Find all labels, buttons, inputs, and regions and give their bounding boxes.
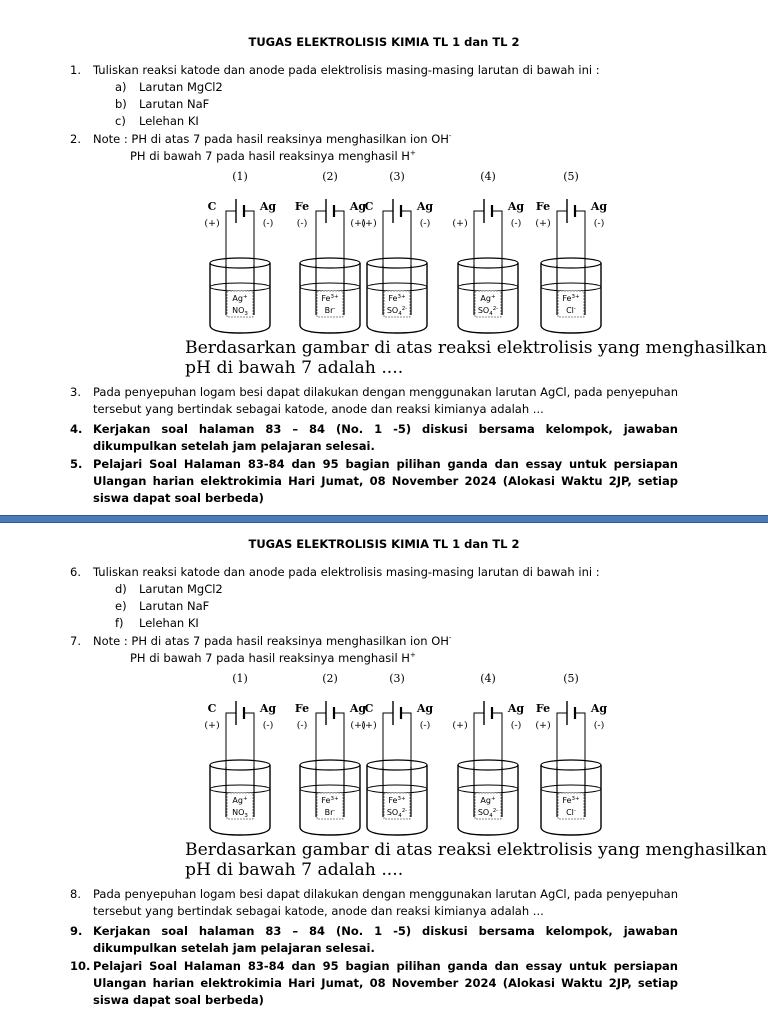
sub-letter: f) xyxy=(115,616,124,630)
sub-text: Larutan MgCl2 xyxy=(139,582,223,596)
wire-right xyxy=(575,211,585,265)
electrode-right-label: Ag xyxy=(259,200,277,213)
electrode-left-label: Fe xyxy=(294,200,310,213)
electrode-right-label: Ag xyxy=(507,702,525,715)
wire-left xyxy=(474,713,484,767)
ion-cation: $Fe^{3+}$ xyxy=(388,294,406,303)
cell-number: (1) xyxy=(232,672,248,685)
sub-text: Larutan MgCl2 xyxy=(139,80,223,94)
wire-left xyxy=(383,713,393,767)
wire-left xyxy=(557,211,567,265)
electrode-right-sign: (-) xyxy=(419,218,431,229)
ion-cation: Ag+ xyxy=(480,294,496,303)
cell-number: (3) xyxy=(389,170,405,183)
solution-surface xyxy=(541,785,601,793)
electrode-right-label: Ag xyxy=(416,702,434,715)
ion-anion: $SO_4^{2-}$ xyxy=(386,808,408,819)
question-number: 7. xyxy=(70,634,81,648)
question-number: 1. xyxy=(70,63,81,77)
question-number: 10. xyxy=(70,959,91,973)
electrode-right-sign: (+) xyxy=(350,720,366,731)
ion-cation: $Fe^{3+}$ xyxy=(321,796,339,805)
electrode-right-sign: (-) xyxy=(510,720,522,731)
electrode-left-label: Fe xyxy=(535,702,551,715)
wire-right xyxy=(401,713,411,767)
electrode-left-sign: (+) xyxy=(535,218,551,229)
wire-right xyxy=(492,211,502,265)
electrode-left-label: Fe xyxy=(535,200,551,213)
electrolysis-cell xyxy=(204,672,276,835)
sub-text: Larutan NaF xyxy=(139,97,210,111)
electrode-left-sign: (+) xyxy=(204,218,220,229)
beaker-rim xyxy=(300,760,360,770)
electrode-left-sign: (+) xyxy=(361,218,377,229)
electrolysis-cell xyxy=(295,170,367,333)
beaker-rim xyxy=(367,258,427,268)
electrolysis-cell xyxy=(535,672,607,835)
wire-right xyxy=(244,211,254,265)
electrode-left-label: C xyxy=(364,200,374,213)
ion-cation: $Fe^{3+}$ xyxy=(321,294,339,303)
electrolysis-cell xyxy=(361,170,433,333)
solution-surface xyxy=(210,283,270,291)
solution-surface xyxy=(458,785,518,793)
electrolysis-cell xyxy=(452,672,524,835)
ion-anion: $SO_4^{2-}$ xyxy=(477,808,499,819)
question-text: Tuliskan reaksi katode dan anode pada elektrolisis masing-masing larutan di bawah ini : xyxy=(93,565,600,579)
cell-number: (2) xyxy=(322,672,338,685)
sub-item xyxy=(115,615,199,632)
electrode-right-label: Ag xyxy=(349,702,367,715)
electrolysis-cell xyxy=(295,672,367,835)
solution-surface xyxy=(541,283,601,291)
ion-anion: $SO_4^{2-}$ xyxy=(386,306,408,317)
beaker-rim xyxy=(458,760,518,770)
beaker-rim xyxy=(541,258,601,268)
question-note-line2: PH di bawah 7 pada hasil reaksinya menghasil H+ xyxy=(130,149,416,163)
assignment-section-2 xyxy=(0,502,768,1012)
ion-anion: Cl- xyxy=(566,306,576,315)
figure-caption-line2: pH di bawah 7 adalah .... xyxy=(185,860,404,880)
question-number: 3. xyxy=(70,385,81,399)
question-text: Pelajari Soal Halaman 83-84 dan 95 bagian pilihan ganda dan essay untuk persiapan Ulangan harian elektrokimia Hari Jumat, 08 November 2024 (Alokasi Waktu 2JP, setiap siswa dapat soal berbeda) xyxy=(93,457,678,505)
beaker-rim xyxy=(300,258,360,268)
assignment-title: TUGAS ELEKTROLISIS KIMIA TL 1 dan TL 2 xyxy=(248,537,520,551)
electrode-left-sign: (-) xyxy=(296,218,308,229)
wire-left xyxy=(226,211,236,265)
wire-right xyxy=(334,713,344,767)
beaker-rim xyxy=(458,258,518,268)
sub-item xyxy=(115,581,223,598)
ion-anion: $SO_4^{2-}$ xyxy=(477,306,499,317)
wire-left xyxy=(316,713,326,767)
electrode-left-sign: (+) xyxy=(204,720,220,731)
ion-anion: $NO_3$ xyxy=(232,808,248,819)
electrode-right-label: Ag xyxy=(590,200,608,213)
sub-item xyxy=(115,113,199,130)
beaker-rim xyxy=(210,258,270,268)
sub-letter: b) xyxy=(115,97,127,111)
cell-number: (4) xyxy=(480,170,496,183)
beaker-rim xyxy=(210,760,270,770)
wire-right xyxy=(334,211,344,265)
wire-right xyxy=(575,713,585,767)
solution-surface xyxy=(300,785,360,793)
electrode-left-sign: (-) xyxy=(296,720,308,731)
question-text: Kerjakan soal halaman 83 – 84 (No. 1 -5) diskusi bersama kelompok, jawaban dikumpulkan setelah jam pelajaran selesai. xyxy=(93,924,678,955)
electrode-right-sign: (-) xyxy=(262,720,274,731)
solution-surface xyxy=(300,283,360,291)
electrode-right-sign: (-) xyxy=(262,218,274,229)
electrode-left-label: C xyxy=(364,702,374,715)
assignment-section-1 xyxy=(0,0,768,510)
electrode-right-sign: (-) xyxy=(593,218,605,229)
electrode-right-label: Ag xyxy=(349,200,367,213)
question-note-line1: Note : PH di atas 7 pada hasil reaksinya menghasilkan ion OH- xyxy=(93,132,452,146)
cell-number: (4) xyxy=(480,672,496,685)
electrode-right-sign: (+) xyxy=(350,218,366,229)
electrolysis-cells-figure xyxy=(185,667,767,880)
ion-anion: Br- xyxy=(324,306,336,315)
sub-text: Lelehan KI xyxy=(139,114,199,128)
question-number: 4. xyxy=(70,422,83,436)
question-text: Pelajari Soal Halaman 83-84 dan 95 bagian pilihan ganda dan essay untuk persiapan Ulangan harian elektrokimia Hari Jumat, 08 November 2024 (Alokasi Waktu 2JP, setiap siswa dapat soal berbeda) xyxy=(93,959,678,1007)
solution-surface xyxy=(367,283,427,291)
solution-surface xyxy=(367,785,427,793)
figure-caption-line2: pH di bawah 7 adalah .... xyxy=(185,358,404,378)
cell-number: (5) xyxy=(563,170,579,183)
electrode-left-sign: (+) xyxy=(452,218,468,229)
sub-text: Lelehan KI xyxy=(139,616,199,630)
question-text: Pada penyepuhan logam besi dapat dilakukan dengan menggunakan larutan AgCl, pada penyepuhan tersebut yang bertindak sebagai katode, anode dan reaksi kimianya adalah ... xyxy=(93,887,678,918)
electrolysis-cell xyxy=(204,170,276,333)
figure-caption-line1: Berdasarkan gambar di atas reaksi elektrolisis yang menghasilkan xyxy=(185,840,767,860)
wire-left xyxy=(557,713,567,767)
electrode-right-label: Ag xyxy=(507,200,525,213)
ion-anion: Cl- xyxy=(566,808,576,817)
sub-letter: e) xyxy=(115,599,127,613)
electrode-right-sign: (-) xyxy=(419,720,431,731)
electrode-left-label: Fe xyxy=(294,702,310,715)
ion-anion: $NO_3$ xyxy=(232,306,248,317)
cell-number: (3) xyxy=(389,672,405,685)
question-note-line1: Note : PH di atas 7 pada hasil reaksinya menghasilkan ion OH- xyxy=(93,634,452,648)
ion-cation: $Fe^{3+}$ xyxy=(562,796,580,805)
question-number: 5. xyxy=(70,457,83,471)
question-number: 9. xyxy=(70,924,83,938)
ion-cation: $Fe^{3+}$ xyxy=(388,796,406,805)
ion-cation: Ag+ xyxy=(232,294,248,303)
question-number: 6. xyxy=(70,565,81,579)
question-note-line2: PH di bawah 7 pada hasil reaksinya menghasil H+ xyxy=(130,651,416,665)
ion-cation: Ag+ xyxy=(480,796,496,805)
electrolysis-cells-figure xyxy=(185,165,767,378)
cell-number: (5) xyxy=(563,672,579,685)
wire-left xyxy=(474,211,484,265)
question-text: Tuliskan reaksi katode dan anode pada elektrolisis masing-masing larutan di bawah ini : xyxy=(93,63,600,77)
electrode-left-sign: (+) xyxy=(452,720,468,731)
sub-letter: a) xyxy=(115,80,127,94)
electrode-right-sign: (-) xyxy=(510,218,522,229)
wire-left xyxy=(316,211,326,265)
sub-text: Larutan NaF xyxy=(139,599,210,613)
figure-caption-line1: Berdasarkan gambar di atas reaksi elektrolisis yang menghasilkan xyxy=(185,338,767,358)
electrode-right-label: Ag xyxy=(416,200,434,213)
beaker-rim xyxy=(541,760,601,770)
cell-number: (1) xyxy=(232,170,248,183)
ion-cation: Ag+ xyxy=(232,796,248,805)
electrolysis-cell xyxy=(535,170,607,333)
electrode-left-sign: (+) xyxy=(535,720,551,731)
wire-right xyxy=(244,713,254,767)
beaker-rim xyxy=(367,760,427,770)
ion-anion: Br- xyxy=(324,808,336,817)
wire-left xyxy=(383,211,393,265)
wire-right xyxy=(401,211,411,265)
question-number: 2. xyxy=(70,132,81,146)
electrode-left-label: C xyxy=(207,702,217,715)
electrolysis-cell xyxy=(452,170,524,333)
solution-surface xyxy=(210,785,270,793)
wire-right xyxy=(492,713,502,767)
sub-letter: d) xyxy=(115,582,127,596)
question-text: Pada penyepuhan logam besi dapat dilakukan dengan menggunakan larutan AgCl, pada penyepuhan tersebut yang bertindak sebagai katode, anode dan reaksi kimianya adalah ... xyxy=(93,385,678,416)
electrode-right-label: Ag xyxy=(259,702,277,715)
wire-left xyxy=(226,713,236,767)
ion-cation: $Fe^{3+}$ xyxy=(562,294,580,303)
question-number: 8. xyxy=(70,887,81,901)
electrode-left-sign: (+) xyxy=(361,720,377,731)
solution-surface xyxy=(458,283,518,291)
electrode-right-sign: (-) xyxy=(593,720,605,731)
sub-item xyxy=(115,96,209,113)
cell-number: (2) xyxy=(322,170,338,183)
assignment-title: TUGAS ELEKTROLISIS KIMIA TL 1 dan TL 2 xyxy=(248,35,520,49)
electrode-right-label: Ag xyxy=(590,702,608,715)
sub-item xyxy=(115,598,209,615)
electrolysis-cell xyxy=(361,672,433,835)
question-text: Kerjakan soal halaman 83 – 84 (No. 1 -5) diskusi bersama kelompok, jawaban dikumpulkan setelah jam pelajaran selesai. xyxy=(93,422,678,453)
electrode-left-label: C xyxy=(207,200,217,213)
sub-letter: c) xyxy=(115,114,126,128)
sub-item xyxy=(115,79,223,96)
